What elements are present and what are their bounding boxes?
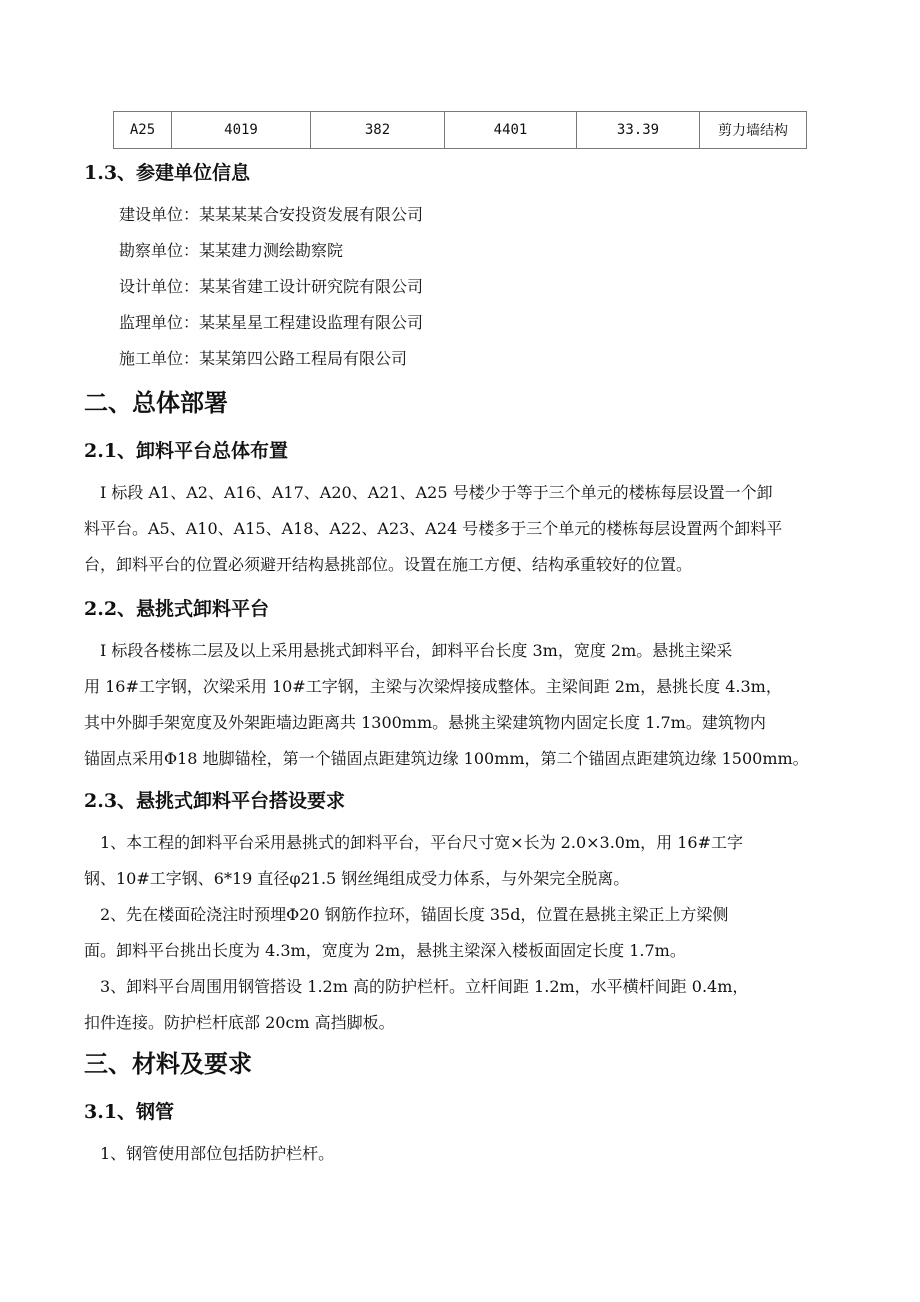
section-heading-1-3: 1.3、参建单位信息 [84,162,251,184]
table-cell-building: A25 [114,112,172,149]
paragraph-2-3 [84,832,836,1048]
text-line: 其中外脚手架宽度及外架距墙边距离共 1300mm。悬挑主梁建筑物内固定长度 1.7m。建筑物内 [84,713,766,732]
paragraph-2-2 [84,640,836,784]
paragraph-2-1 [84,482,836,590]
chapter-heading-3: 三、材料及要求 [84,1049,252,1078]
building-summary-table [113,111,807,149]
text-line: 用 16#工字钢，次梁采用 10#工字钢，主梁与次梁焊接成整体。主梁间距 2m，悬挑长度 4.3m， [84,677,782,696]
paragraph-3-1 [84,1143,836,1179]
unit-line: 施工单位：某某第四公路工程局有限公司 [119,349,408,368]
section-heading-2-1: 2.1、卸料平台总体布置 [84,440,289,462]
section-heading-3-1: 3.1、钢管 [84,1101,175,1123]
section-heading-2-3: 2.3、悬挑式卸料平台搭设要求 [84,790,346,812]
table-cell: 4401 [445,112,577,149]
table-cell: 382 [311,112,445,149]
text-line: 钢、10#工字钢、6*19 直径φ21.5 钢丝绳组成受力体系，与外架完全脱离。 [84,869,630,888]
unit-line: 勘察单位：某某建力测绘勘察院 [119,241,344,260]
text-line: 料平台。A5、A10、A15、A18、A22、A23、A24 号楼多于三个单元的楼栋每层设置两个卸料平 [84,519,783,538]
section-heading-2-2: 2.2、悬挑式卸料平台 [84,598,270,620]
unit-line: 监理单位：某某星星工程建设监理有限公司 [119,313,424,332]
chapter-heading-2: 二、总体部署 [84,388,228,417]
table-cell-structure: 剪力墙结构 [700,112,807,149]
unit-line: 设计单位：某某省建工设计研究院有限公司 [119,277,424,296]
unit-line: 建设单位：某某某某合安投资发展有限公司 [119,205,424,224]
text-line: I 标段各楼栋二层及以上采用悬挑式卸料平台，卸料平台长度 3m，宽度 2m。悬挑主梁采 [84,641,733,660]
text-line: 1、钢管使用部位包括防护栏杆。 [84,1144,335,1163]
text-line: 台，卸料平台的位置必须避开结构悬挑部位。设置在施工方便、结构承重较好的位置。 [84,555,693,574]
table-cell: 4019 [172,112,311,149]
table-cell: 33.39 [577,112,700,149]
table-row [114,112,807,149]
text-line: 锚固点采用Φ18 地脚锚栓，第一个锚固点距建筑边缘 100mm，第二个锚固点距建筑边缘 1500mm。 [84,749,809,768]
text-line: 1、本工程的卸料平台采用悬挑式的卸料平台，平台尺寸宽×长为 2.0×3.0m，用 16#工字 [84,833,743,852]
text-line: I 标段 A1、A2、A16、A17、A20、A21、A25 号楼少于等于三个单元的楼栋每层设置一个卸 [84,483,773,502]
text-line: 3、卸料平台周围用钢管搭设 1.2m 高的防护栏杆。立杆间距 1.2m，水平横杆间距 0.4m， [84,977,749,996]
text-line: 扣件连接。防护栏杆底部 20cm 高挡脚板。 [84,1013,395,1032]
text-line: 面。卸料平台挑出长度为 4.3m，宽度为 2m，悬挑主梁深入楼板面固定长度 1.7m。 [84,941,686,960]
text-line: 2、先在楼面砼浇注时预埋Φ20 钢筋作拉环，锚固长度 35d，位置在悬挑主梁正上方梁侧 [84,905,729,924]
